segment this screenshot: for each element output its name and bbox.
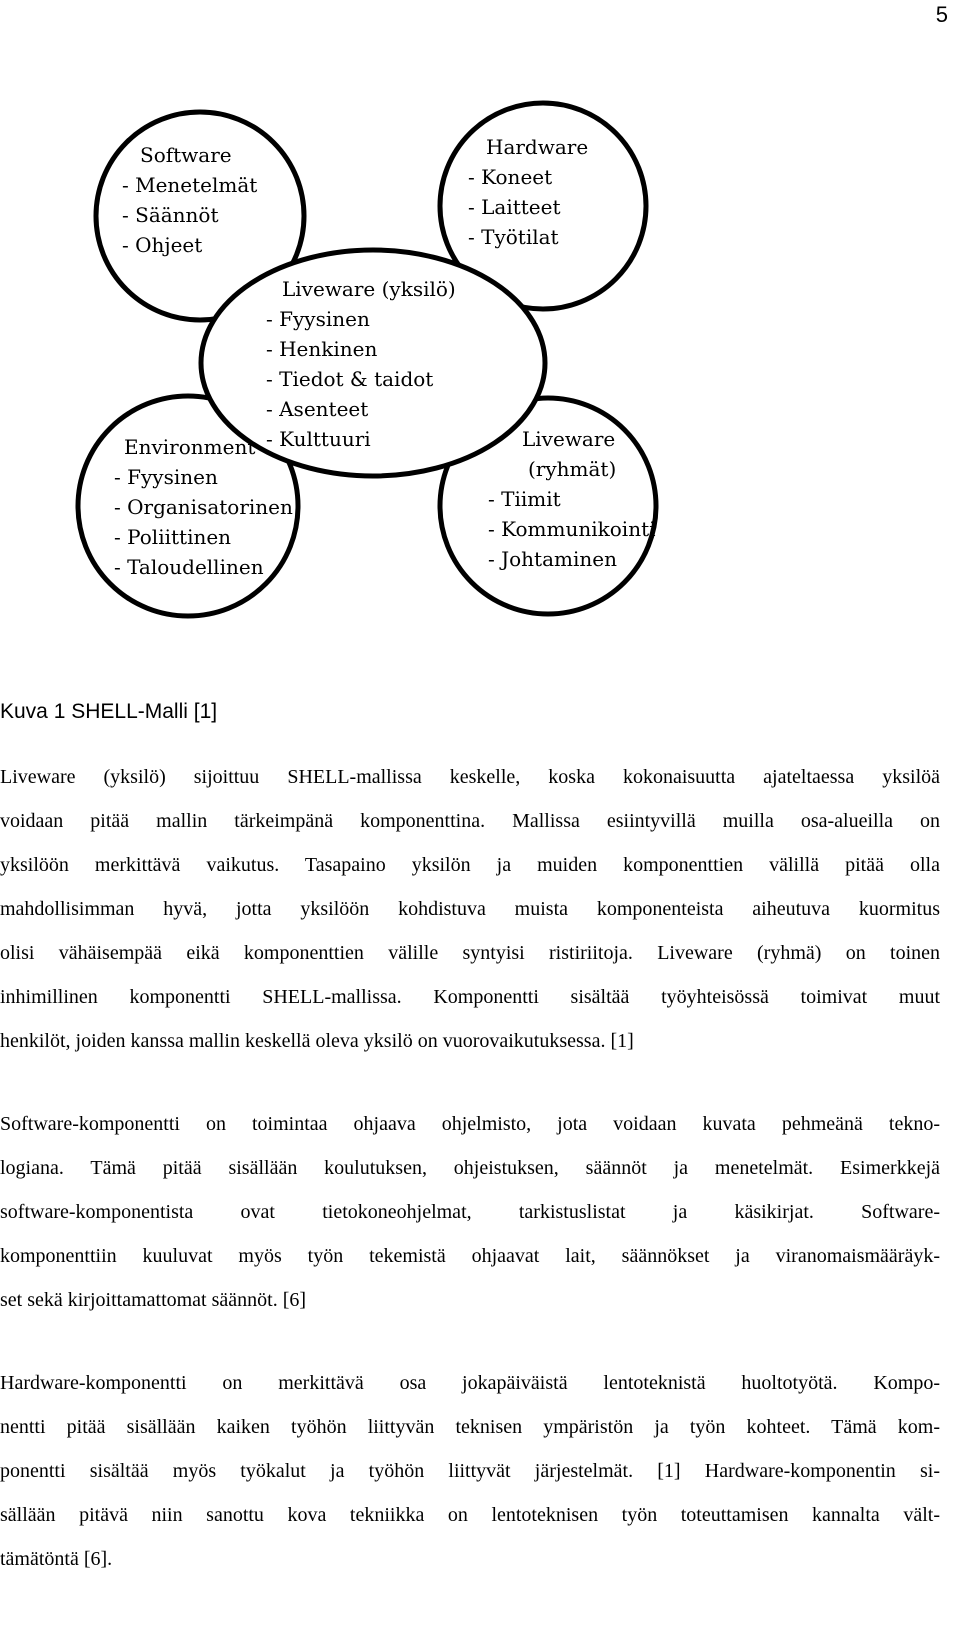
hardware-item: - Koneet: [468, 165, 553, 189]
environment-item: - Taloudellinen: [114, 555, 264, 579]
paragraph-liveware: [0, 755, 940, 1063]
liveware-individual-item: - Tiedot & taidot: [266, 367, 434, 391]
text-line: voidaan pitää mallin tärkeimpänä komponenttina. Mallissa esiintyvillä muilla osa-alueilla on: [0, 810, 940, 832]
text-line: Software-komponentti on toimintaa ohjaava ohjelmisto, jota voidaan kuvata pehmeänä tekno-: [0, 1113, 940, 1135]
liveware-individual-item: - Fyysinen: [266, 307, 370, 331]
liveware-group-item: - Johtaminen: [488, 547, 617, 571]
text-line: ponentti sisältää myös työkalut ja työhön liittyvät järjestelmät. [1] Hardware-komponentin si-: [0, 1460, 940, 1482]
environment-item: - Poliittinen: [114, 525, 232, 549]
text-line: logiana. Tämä pitää sisällään koulutuksen, ohjeistuksen, säännöt ja menetelmät. Esimerkkejä: [0, 1157, 940, 1179]
environment-text: [114, 432, 293, 582]
liveware-group-subtitle: (ryhmät): [528, 457, 617, 481]
text-line: inhimillinen komponentti SHELL-mallissa. Komponentti sisältää työyhteisössä toimivat muut: [0, 986, 940, 1008]
liveware-individual-text: [266, 274, 456, 454]
software-text: [122, 140, 258, 260]
page-number: 5: [935, 2, 948, 27]
hardware-text: [468, 132, 589, 252]
text-line: nentti pitää sisällään kaiken työhön liittyvän teknisen ympäristön ja työn kohteet. Tämä kom-: [0, 1416, 940, 1438]
text-line: olisi vähäisempää eikä komponenttien välille syntyisi ristiriitoja. Liveware (ryhmä) on toinen: [0, 942, 940, 964]
text-line: mahdollisimman hyvä, jotta yksilöön kohdistuva muista komponenteista aiheutuva kuormitus: [0, 898, 940, 920]
environment-item: - Organisatorinen: [114, 495, 293, 519]
text-line: henkilöt, joiden kanssa mallin keskellä oleva yksilö on vuorovaikutuksessa. [1]: [0, 1030, 634, 1052]
paragraph-software: [0, 1102, 940, 1322]
software-title: Software: [140, 143, 232, 167]
figure-caption: Kuva 1 SHELL-Malli [1]: [0, 700, 218, 723]
software-item: - Menetelmät: [122, 173, 258, 197]
hardware-item: - Laitteet: [468, 195, 561, 219]
liveware-individual-title: Liveware (yksilö): [282, 277, 456, 301]
software-item: - Säännöt: [122, 203, 219, 227]
hardware-title: Hardware: [486, 135, 589, 159]
liveware-individual-item: - Kulttuuri: [266, 427, 371, 451]
text-line: tämätöntä [6].: [0, 1548, 113, 1570]
liveware-group-item: - Tiimit: [488, 487, 561, 511]
hardware-item: - Työtilat: [468, 225, 559, 249]
text-line: yksilöön merkittävä vaikutus. Tasapaino yksilön ja muiden komponenttien välillä pitää olla: [0, 854, 940, 876]
liveware-group-item: - Kommunikointi: [488, 517, 656, 541]
environment-title: Environment: [124, 435, 256, 459]
liveware-group-title: Liveware: [522, 427, 616, 451]
text-line: sällään pitävä niin sanottu kova tekniikka on lentoteknisen työn toteuttamisen kannalta vält-: [0, 1504, 940, 1526]
text-line: set sekä kirjoittamattomat säännöt. [6]: [0, 1289, 307, 1311]
text-line: komponenttiin kuuluvat myös työn tekemistä ohjaavat lait, säännökset ja viranomaismääräyk-: [0, 1245, 940, 1267]
shell-model-diagram: [88, 108, 688, 648]
text-line: Liveware (yksilö) sijoittuu SHELL-mallissa keskelle, koska kokonaisuutta ajateltaessa yksilöä: [0, 766, 940, 788]
software-item: - Ohjeet: [122, 233, 203, 257]
text-line: software-komponentista ovat tietokoneohjelmat, tarkistuslistat ja käsikirjat. Software-: [0, 1201, 940, 1223]
liveware-group-text: [488, 424, 656, 574]
environment-item: - Fyysinen: [114, 465, 218, 489]
paragraph-hardware: [0, 1361, 940, 1581]
text-line: Hardware-komponentti on merkittävä osa jokapäiväistä lentoteknistä huoltotyötä. Kompo-: [0, 1372, 940, 1394]
liveware-individual-item: - Asenteet: [266, 397, 369, 421]
liveware-individual-item: - Henkinen: [266, 337, 378, 361]
